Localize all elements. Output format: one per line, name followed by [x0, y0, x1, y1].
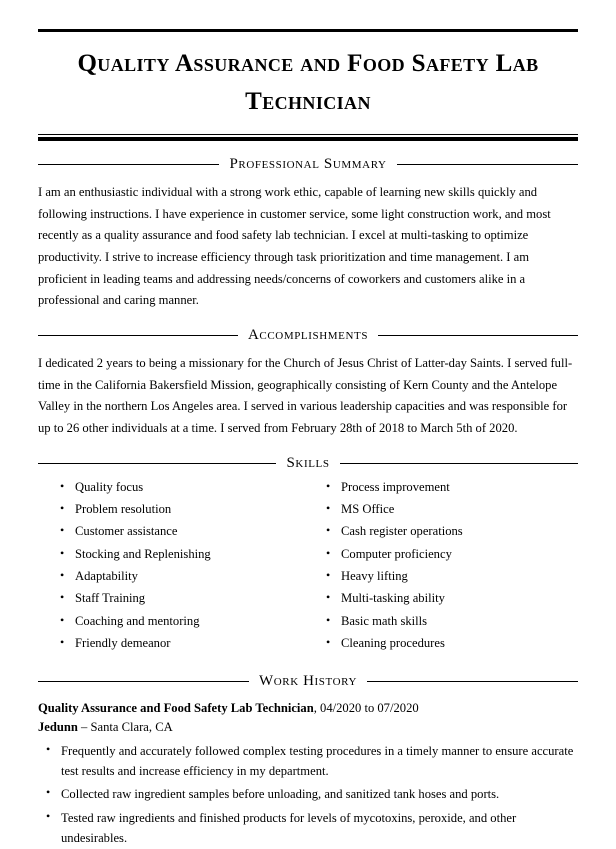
skills-column-right [308, 479, 578, 658]
list-item: • Cash register operations [318, 523, 578, 541]
section-rule-right [340, 463, 578, 464]
skills-list-right [318, 479, 578, 654]
professional-summary-text: I am an enthusiastic individual with a strong work ethic, capable of learning new skills quickly and following instructions. I have experience in customer service, some light construction work, and most recently as a quality assurance and food safety lab technician. I excel at multi-tasking to optimize productivity. I strive to increase efficiency through task prioritization and time management. I am proficient in leading teams and addressing needs/concerns of coworkers and customers alike in a professional and caring manner. [38, 185, 551, 308]
section-title-accomplishments: Accomplishments [247, 326, 369, 343]
section-rule-left [38, 681, 249, 682]
list-item: • Problem resolution [52, 501, 308, 519]
job-title: Quality Assurance and Food Safety Lab Technician [38, 700, 314, 715]
list-item: • Heavy lifting [318, 568, 578, 586]
job-responsibilities-list [38, 741, 578, 849]
job-location: – Santa Clara, CA [77, 720, 173, 735]
section-header-skills [38, 455, 578, 472]
skills-columns [38, 479, 578, 658]
job-title-line [38, 699, 578, 719]
job-company: Jedunn [38, 720, 78, 735]
skills-column-left [38, 479, 308, 658]
section-title-work-history: Work History [258, 672, 358, 689]
section-rule-left [38, 335, 238, 336]
section-rule-left [38, 463, 276, 464]
list-item: • Friendly demeanor [52, 635, 308, 653]
list-item: • Basic math skills [318, 613, 578, 631]
list-item: • Process improvement [318, 479, 578, 497]
list-item: • Coaching and mentoring [52, 613, 308, 631]
list-item: • Quality focus [52, 479, 308, 497]
section-rule-right [378, 335, 578, 336]
list-item: • Computer proficiency [318, 546, 578, 564]
section-title-professional-summary: Professional Summary [229, 156, 387, 172]
list-item: • Tested raw ingredients and finished products for levels of mycotoxins, peroxide, and other undesirables. [38, 808, 578, 849]
page-title: Quality Assurance and Food Safety Lab Technician [77, 50, 539, 115]
list-item: • Staff Training [52, 590, 308, 608]
header-rule-thin [38, 134, 578, 135]
job-company-line [38, 718, 578, 738]
work-history-entry [38, 699, 578, 849]
accomplishments-text: I dedicated 2 years to being a missionary for the Church of Jesus Christ of Latter-day Saints. I served full-time in the California Bakersfield Mission, geographically consisting of Kern County and the Antelope Valley in the northern Los Angeles area. I served in various leadership capacities and was responsible for up to 26 other individuals at a time. I served from February 28th of 2018 to March 5th of 2020. [38, 355, 573, 435]
section-header-work-history [38, 673, 578, 690]
section-rule-left [38, 164, 219, 165]
list-item: • Multi-tasking ability [318, 590, 578, 608]
list-item: • Adaptability [52, 568, 308, 586]
section-rule-right [367, 681, 578, 682]
list-item: • Collected raw ingredient samples before unloading, and sanitized tank hoses and ports. [38, 784, 578, 804]
section-header-accomplishments [38, 327, 578, 344]
list-item: • Customer assistance [52, 523, 308, 541]
list-item: • Cleaning procedures [318, 635, 578, 653]
header-rule-thick [38, 137, 578, 141]
job-dates: , 04/2020 to 07/2020 [313, 700, 419, 715]
section-title-skills: Skills [286, 454, 330, 471]
list-item: • Frequently and accurately followed complex testing procedures in a timely manner to ensure accurate test results and increase efficiency in my department. [38, 741, 578, 782]
resume-page [0, 29, 616, 846]
list-item: • MS Office [318, 501, 578, 519]
skills-list-left [52, 479, 308, 654]
list-item: • Stocking and Replenishing [52, 546, 308, 564]
header-double-rule [38, 134, 578, 141]
header-top-rule [38, 29, 578, 32]
section-rule-right [397, 164, 578, 165]
section-header-professional-summary [38, 156, 578, 173]
